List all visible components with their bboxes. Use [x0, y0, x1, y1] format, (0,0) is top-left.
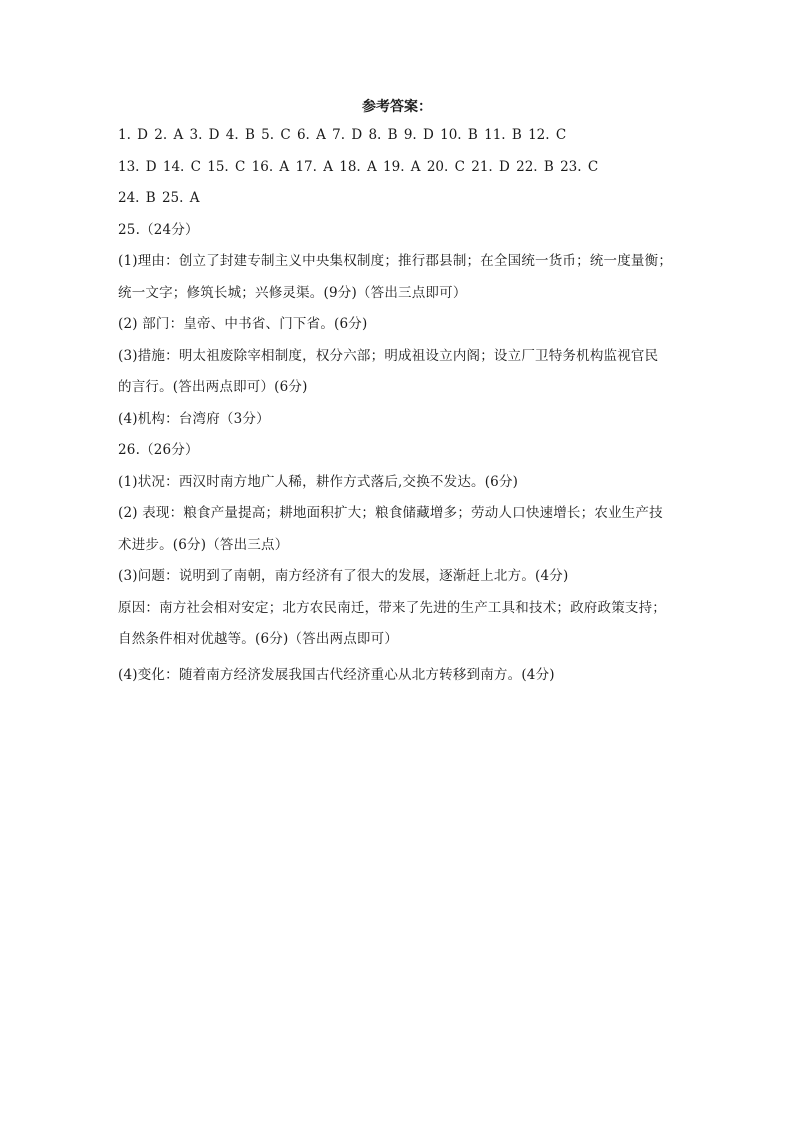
- q25-heading: 25.（24分）: [118, 221, 199, 238]
- q26-line: 原因：南方社会相对安定；北方农民南迁，带来了先进的生产工具和技术；政府政策支持；: [118, 599, 666, 616]
- choice-answers-line-2: 13. D 14. C 15. C 16. A 17. A 18. A 19. A 20. C 21. D 22. B 23. C: [118, 158, 599, 175]
- choice-answers-line-1: 1. D 2. A 3. D 4. B 5. C 6. A 7. D 8. B 9. D 10. B 11. B 12. C: [118, 127, 567, 143]
- q25-line: (3)措施：明太祖废除宰相制度，权分六部；明成祖设立内阁；设立厂卫特务机构监视官民: [118, 347, 659, 364]
- q26-line: (2) 表现：粮食产量提高；耕地面积扩大；粮食储藏增多；劳动人口快速增长；农业生产技: [118, 505, 663, 521]
- answer-content: [118, 120, 698, 691]
- q26-line: 自然条件相对优越等。(6分)（答出两点即可）: [118, 631, 399, 647]
- q25-line: 统一文字；修筑长城；兴修灵渠。(9分)（答出三点即可）: [118, 284, 467, 301]
- q25-line: 的言行。(答出两点即可）(6分): [118, 379, 308, 395]
- q26-line: (3)问题：说明到了南朝，南方经济有了很大的发展，逐渐赶上北方。(4分): [118, 568, 569, 584]
- answer-key-title: 参考答案：: [362, 99, 432, 115]
- q26-last-line: (4)变化：随着南方经济发展我国古代经济重心从北方转移到南方。(4分): [118, 666, 555, 683]
- q26-line: 术进步。(6分)（答出三点）: [118, 536, 289, 553]
- q26-line: (1)状况：西汉时南方地广人稀，耕作方式落后,交换不发达。(6分): [118, 473, 519, 490]
- q25-line: (2) 部门：皇帝、中书省、门下省。(6分): [118, 316, 368, 332]
- q25-line: (4)机构：台湾府（3分）: [118, 410, 270, 427]
- q25-line: (1)理由：创立了封建专制主义中央集权制度；推行郡县制；在全国统一货币；统一度量衡；: [118, 253, 673, 269]
- choice-answers-line-3: 24. B 25. A: [118, 190, 200, 206]
- q26-heading: 26.（26分）: [118, 442, 199, 458]
